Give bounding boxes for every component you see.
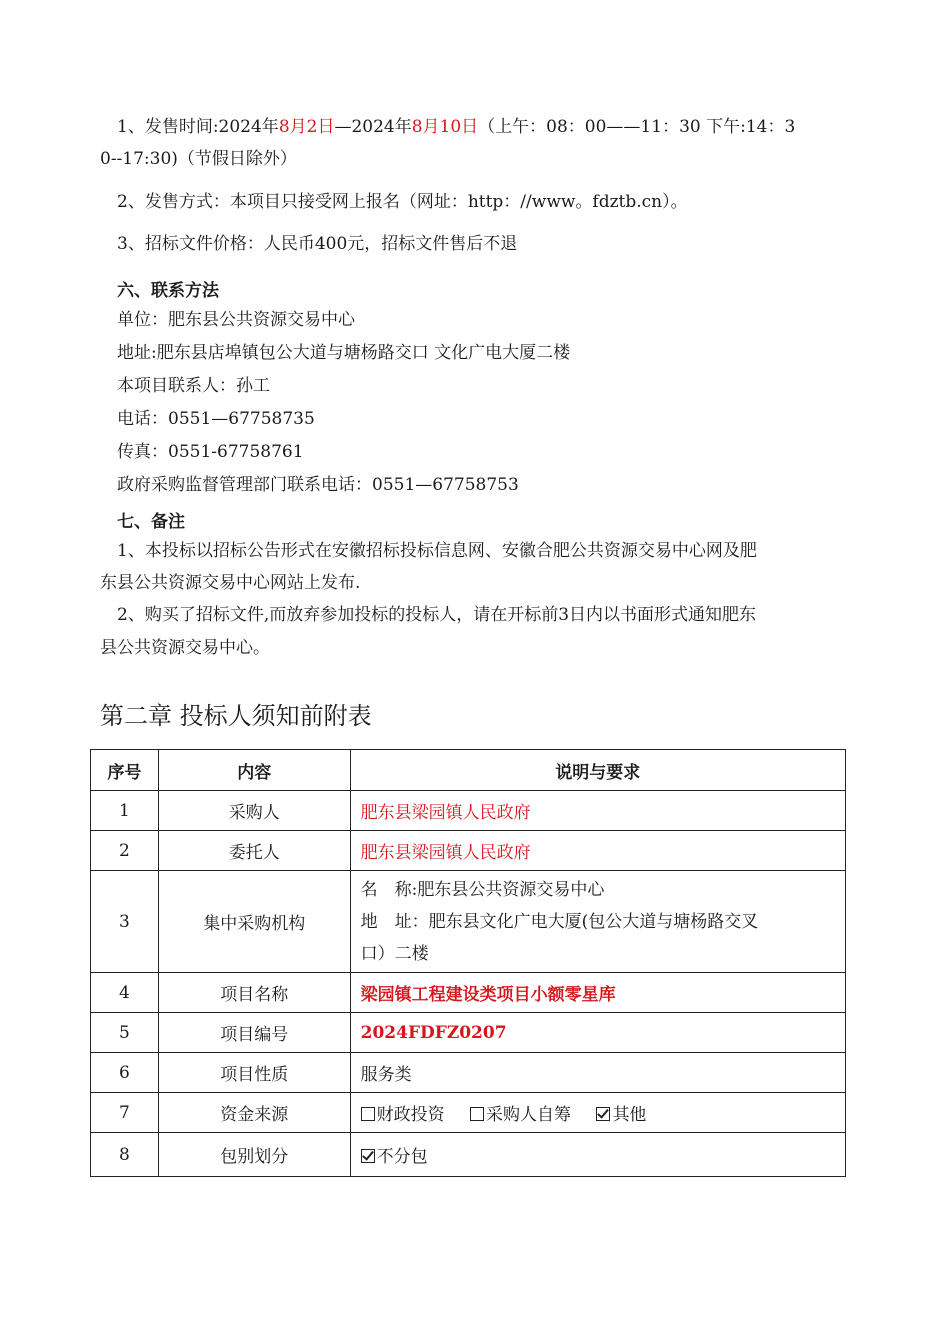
fund-option-other[interactable] (596, 1105, 646, 1125)
contact-unit: 单位：肥东县公共资源交易中心 (117, 310, 355, 330)
header-no: 序号 (91, 750, 159, 791)
option-label: 不分包 (376, 1147, 428, 1167)
row-item: 项目编号 (158, 1013, 350, 1053)
row-desc: 肥东县梁园镇人民政府 (350, 791, 845, 831)
contact-person: 本项目联系人：孙工 (117, 376, 270, 396)
checked-box-icon (361, 1149, 375, 1163)
project-nature: 服务类 (350, 1053, 845, 1093)
sale-time-mid: —2024年 (334, 117, 412, 137)
row-item: 项目性质 (158, 1053, 350, 1093)
row-item: 项目名称 (158, 973, 350, 1013)
row-no: 6 (91, 1053, 159, 1093)
table-row (91, 871, 846, 973)
sale-time-line (117, 116, 795, 138)
agency-address-1: 地 址：肥东县文化广电大厦(包公大道与塘杨路交叉 (360, 911, 759, 932)
row-no: 2 (91, 831, 159, 871)
sale-start-date: 8月2日 (278, 117, 335, 137)
sale-time-line-2: 0--17:30)（节假日除外） (100, 149, 297, 169)
table-row (91, 1053, 846, 1093)
row-item: 采购人 (158, 791, 350, 831)
contact-phone: 电话：0551—67758735 (117, 409, 315, 429)
table-header-row (91, 750, 846, 791)
contact-address: 地址:肥东县店埠镇包公大道与塘杨路交口 文化广电大厦二楼 (117, 343, 571, 363)
row-no: 5 (91, 1013, 159, 1053)
contact-heading: 六、联系方法 (117, 281, 219, 301)
row-no: 7 (91, 1093, 159, 1133)
row-no: 1 (91, 791, 159, 831)
note-2-line-1: 2、购买了招标文件,而放弃参加投标的投标人，请在开标前3日内以书面形式通知肥东 (117, 605, 757, 625)
row-item: 委托人 (158, 831, 350, 871)
row-no: 8 (91, 1133, 159, 1177)
requirements-table (90, 749, 846, 1177)
option-label: 财政投资 (376, 1105, 445, 1125)
contact-supervise-phone: 政府采购监督管理部门联系电话：0551—67758753 (117, 475, 519, 495)
option-label: 采购人自筹 (486, 1105, 572, 1125)
note-2-line-2: 县公共资源交易中心。 (100, 638, 270, 658)
table-row (91, 1133, 846, 1177)
header-content: 内容 (158, 750, 350, 791)
notes-heading: 七、备注 (117, 512, 185, 532)
row-item: 包别划分 (158, 1133, 350, 1177)
lot-division-options (350, 1133, 845, 1177)
sale-time-prefix: 1、发售时间:2024年 (117, 117, 279, 137)
agency-name: 名 称:肥东县公共资源交易中心 (360, 879, 605, 900)
contact-fax: 传真：0551-67758761 (117, 442, 304, 462)
row-item: 资金来源 (158, 1093, 350, 1133)
fund-option-self[interactable] (470, 1105, 571, 1125)
agency-address-2: 口）二楼 (360, 943, 429, 964)
lot-option-no-split[interactable] (361, 1147, 428, 1167)
checked-box-icon (596, 1107, 610, 1121)
row-no: 4 (91, 973, 159, 1013)
unchecked-box-icon (361, 1107, 375, 1121)
table-row (91, 831, 846, 871)
project-number: 2024FDFZ0207 (350, 1013, 845, 1053)
table-row (91, 1093, 846, 1133)
chapter-title: 第二章 投标人须知前附表 (100, 702, 372, 730)
fund-option-fiscal[interactable] (361, 1105, 445, 1125)
header-description: 说明与要求 (350, 750, 845, 791)
unchecked-box-icon (470, 1107, 484, 1121)
row-desc (350, 871, 845, 973)
note-1-line-2: 东县公共资源交易中心网站上发布. (100, 573, 361, 593)
fund-source-options (350, 1093, 845, 1133)
project-name: 梁园镇工程建设类项目小额零星库 (350, 973, 845, 1013)
table-row (91, 973, 846, 1013)
table-row (91, 791, 846, 831)
row-no: 3 (91, 871, 159, 973)
sale-time-hours: （上午：08：00——11：30 下午:14：3 (478, 117, 796, 137)
sale-price-line: 3、招标文件价格：人民币400元，招标文件售后不退 (117, 234, 518, 254)
row-desc: 肥东县梁园镇人民政府 (350, 831, 845, 871)
row-item: 集中采购机构 (158, 871, 350, 973)
sale-method-line: 2、发售方式：本项目只接受网上报名（网址：http：//www。fdztb.cn）。 (117, 192, 688, 212)
note-1-line-1: 1、本投标以招标公告形式在安徽招标投标信息网、安徽合肥公共资源交易中心网及肥 (117, 541, 757, 561)
option-label: 其他 (612, 1105, 647, 1125)
table-row (91, 1013, 846, 1053)
sale-end-date: 8月10日 (411, 117, 479, 137)
